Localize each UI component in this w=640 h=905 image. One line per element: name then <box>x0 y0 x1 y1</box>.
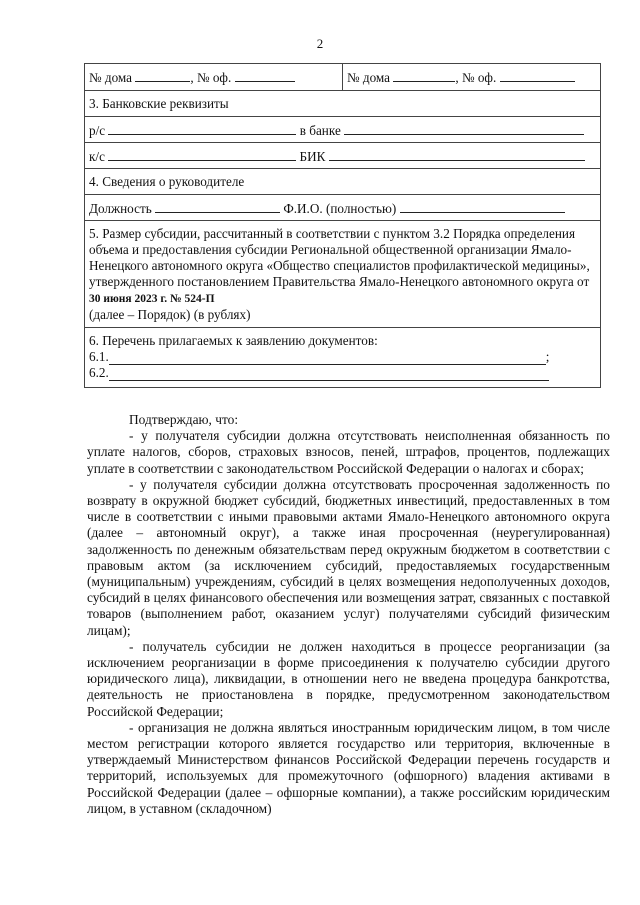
address-row <box>85 64 600 90</box>
item-number: 6.1. <box>89 349 109 364</box>
section-6-title: 6. Перечень прилагаемых к заявлению документов: <box>89 333 378 348</box>
page-number: 2 <box>316 36 324 51</box>
bank-field[interactable] <box>344 122 584 135</box>
fio-field[interactable] <box>400 200 565 213</box>
section-5 <box>85 220 600 327</box>
section-5-text-main: 5. Размер субсидии, рассчитанный в соответствии с пунктом 3.2 Порядка определения объема и предоставления субсидии Региональной общественной организации Ямало-Ненецкого автономного округа «Общество специалистов профилактической медицины», утвержденного постановлением Правительства Ямало-Ненецкого автономного округа от <box>89 226 590 289</box>
corr-account-row <box>85 142 600 168</box>
section-4-title: 4. Сведения о руководителе <box>85 168 600 194</box>
section-6 <box>85 327 600 387</box>
bik-label: БИК <box>299 149 326 164</box>
document-2-field[interactable] <box>109 367 549 381</box>
document-item-1 <box>89 349 596 365</box>
house-label: № дома <box>89 70 133 85</box>
office-label: , № оф. <box>190 70 232 85</box>
ks-field[interactable] <box>108 148 296 161</box>
document-1-field[interactable] <box>109 351 546 365</box>
item-number: 6.2. <box>89 365 109 380</box>
fio-label: Ф.И.О. (полностью) <box>283 201 397 216</box>
resolution-date: 30 июня 2023 г. № 524-П <box>89 293 215 305</box>
section-5-text <box>89 226 596 323</box>
ks-label: к/с <box>89 149 105 164</box>
position-field[interactable] <box>155 200 280 213</box>
rs-field[interactable] <box>108 122 296 135</box>
confirmation-paragraph-3: - получатель субсидии не должен находиться в процессе реорганизации (за исключением реорганизации в форме присоединения к получателю субсидии другого юридического лица), ликвидации, в отношении него не введена процедура банкротства, деятельность не приостановлена в порядке, предусмотренном законодательством Российской Федерации; <box>87 638 610 719</box>
confirmation-intro: Подтверждаю, что: <box>129 412 239 427</box>
application-form-table <box>84 63 601 388</box>
bank-account-row <box>85 116 600 142</box>
address-cell-left <box>85 64 342 90</box>
house-label: № дома <box>347 70 391 85</box>
house-number-field[interactable] <box>393 69 455 82</box>
confirmation-paragraph-4: - организация не должна являться иностранным юридическим лицом, в том числе местом регистрации которого является государство или территория, включенные в утверждаемый Министерством финансов Российской Федерации перечень государств и территорий, используемых для промежуточного (офшорного) владения активами в Российской Федерации (далее – офшорные компании), а также российским юридическим лицом, в уставном (складочном) <box>87 719 610 816</box>
section-3-title: 3. Банковские реквизиты <box>85 90 600 116</box>
item-end: ; <box>545 349 550 364</box>
house-number-field[interactable] <box>135 69 190 82</box>
office-number-field[interactable] <box>235 69 295 82</box>
office-number-field[interactable] <box>500 69 575 82</box>
bik-field[interactable] <box>329 148 585 161</box>
document-item-2 <box>89 365 596 381</box>
confirmation-text <box>87 412 610 817</box>
bank-label: в банке <box>299 123 341 138</box>
rs-label: р/с <box>89 123 106 138</box>
position-label: Должность <box>89 201 152 216</box>
section-5-text-tail: (далее – Порядок) (в рублях) <box>89 307 251 322</box>
address-cell-right <box>342 64 600 90</box>
office-label: , № оф. <box>455 70 497 85</box>
confirmation-paragraph-1: - у получателя субсидии должна отсутствовать неисполненная обязанность по уплате налогов, сборов, страховых взносов, пеней, штрафов, процентов, подлежащих уплате в соответствии с законодательством Российской Федерации о налогах и сборах; <box>87 428 610 476</box>
confirmation-paragraph-2: - у получателя субсидии должна отсутствовать просроченная задолженность по возврату в окружной бюджет субсидий, бюджетных инвестиций, предоставленных в том числе в соответствии с иными правовыми актами Ямало-Ненецкого автономного округа (далее – автономный округ), а также иная просроченная (неурегулированная) задолженность по денежным обязательствам перед окружным бюджетом в соответствии с правовым актом (за исключением субсидий, предоставляемых государственным (муниципальным) учреждениям, субсидий в целях возмещения недополученных доходов, субсидий в целях финансового обеспечения или возмещения затрат, связанных с поставкой товаров (выполнением работ, оказанием услуг) получателями субсидий физическим лицам); <box>87 476 610 638</box>
director-row <box>85 194 600 220</box>
